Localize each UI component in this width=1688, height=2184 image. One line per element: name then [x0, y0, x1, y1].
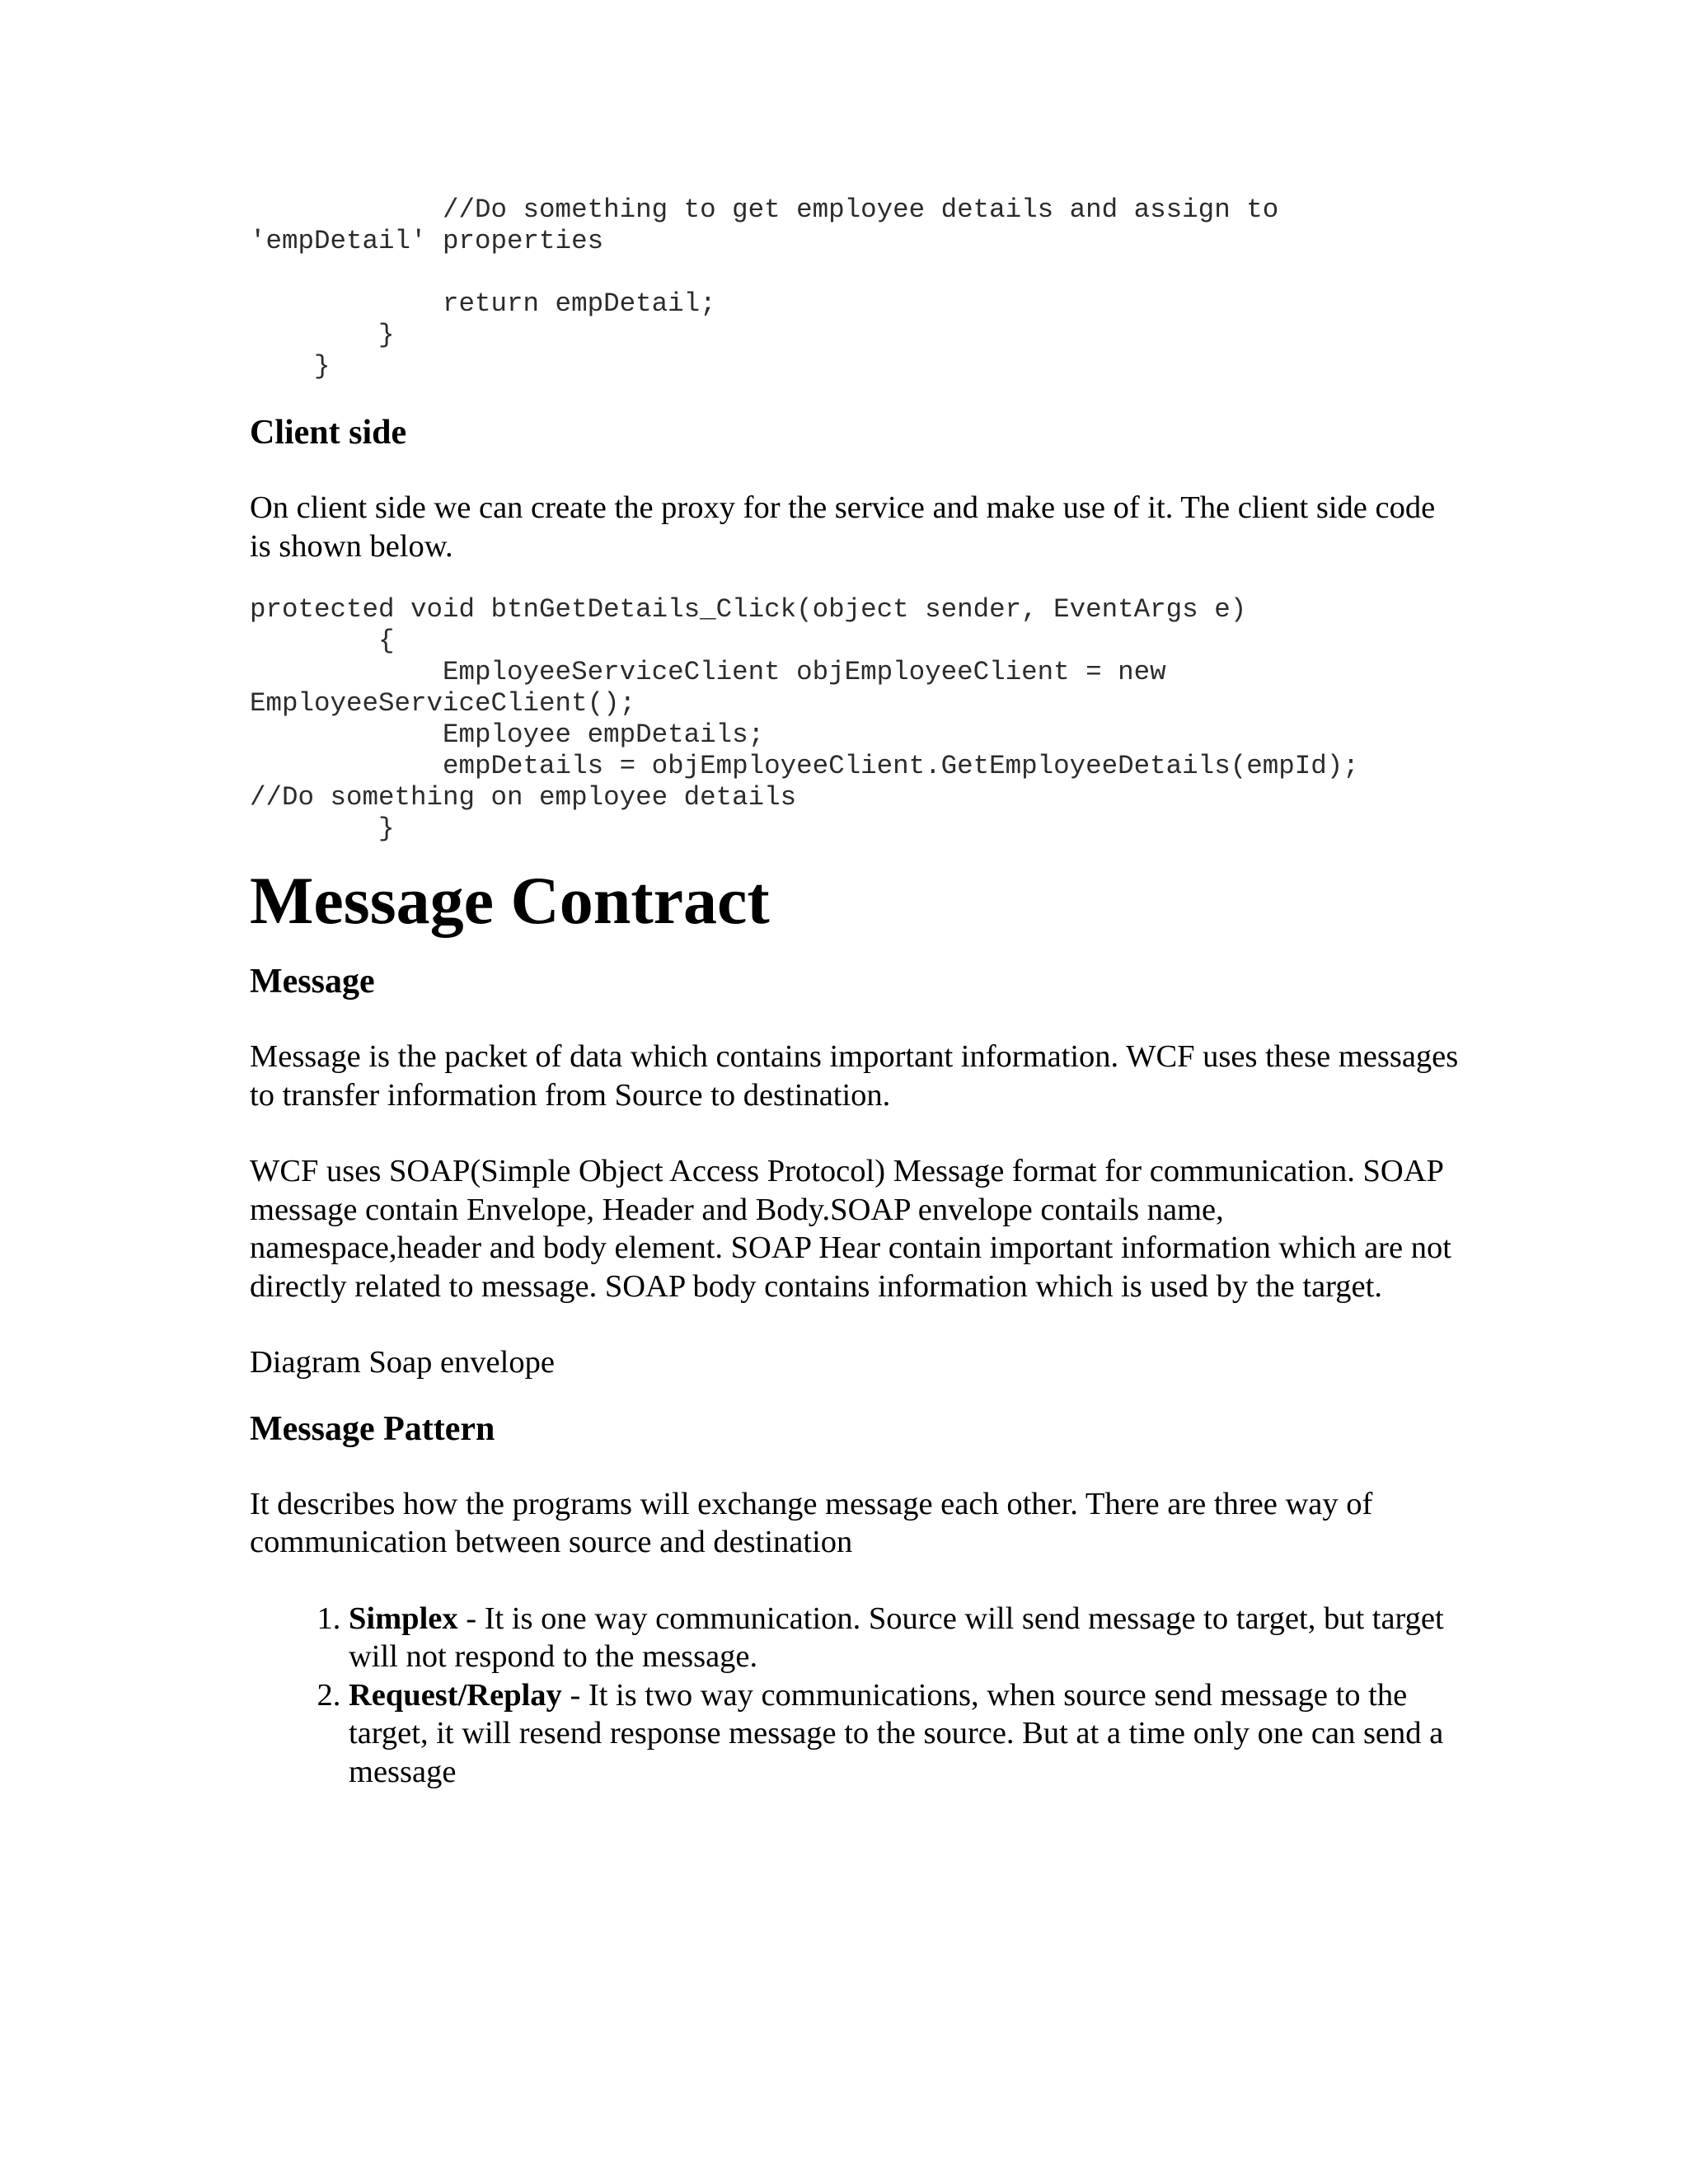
paragraph-soap-format: WCF uses SOAP(Simple Object Access Protocol) Message format for communication. SOAP message contain Envelope, Header and Body.SOAP envelope contails name, namespace,header and body element. SOAP Hear contain important information which are not directly related to message. SOAP body contains information which is used by the target. [250, 1154, 1451, 1304]
paragraph-message-pattern: It describes how the programs will exchange message each other. There are three way of communication between source and destination [250, 1486, 1373, 1559]
code-block-employee-details-end: //Do something to get employee details and assign to 'empDetail' properties return empDetail; } } [250, 194, 1279, 382]
heading-message-pattern: Message Pattern [250, 1409, 495, 1448]
code-block-client: protected void btnGetDetails_Click(object sender, EventArgs e) { EmployeeServiceClient objEmployeeClient = new EmployeeServiceClient(); Employee empDetails; empDetails = objEmployeeClient.GetEmployeeDetails(empId); //Do something on employee details } [250, 594, 1359, 844]
heading-message: Message [250, 963, 375, 1001]
paragraph-message-definition: Message is the packet of data which contains important information. WCF uses these messages to transfer information from Source to destination. [250, 1039, 1459, 1113]
text-request-replay: - It is two way communications, when source send message to the target, it will resend response message to the source. But at a time only one can send a message [349, 1677, 1444, 1789]
term-request-replay: Request/Replay [349, 1677, 562, 1713]
paragraph-client-side: On client side we can create the proxy for the service and make use of it. The client side code is shown below. [250, 490, 1436, 564]
document-content [250, 194, 1461, 1791]
text-simplex: - It is one way communication. Source will send message to target, but target will not respond to the message. [349, 1601, 1444, 1674]
term-simplex: Simplex [349, 1601, 458, 1636]
heading-client-side: Client side [250, 414, 407, 452]
message-pattern-list [250, 1600, 1461, 1792]
heading-message-contract: Message Contract [250, 863, 770, 938]
list-item-simplex [349, 1600, 1461, 1676]
list-item-request-replay [349, 1676, 1461, 1792]
paragraph-diagram-caption: Diagram Soap envelope [250, 1345, 555, 1380]
